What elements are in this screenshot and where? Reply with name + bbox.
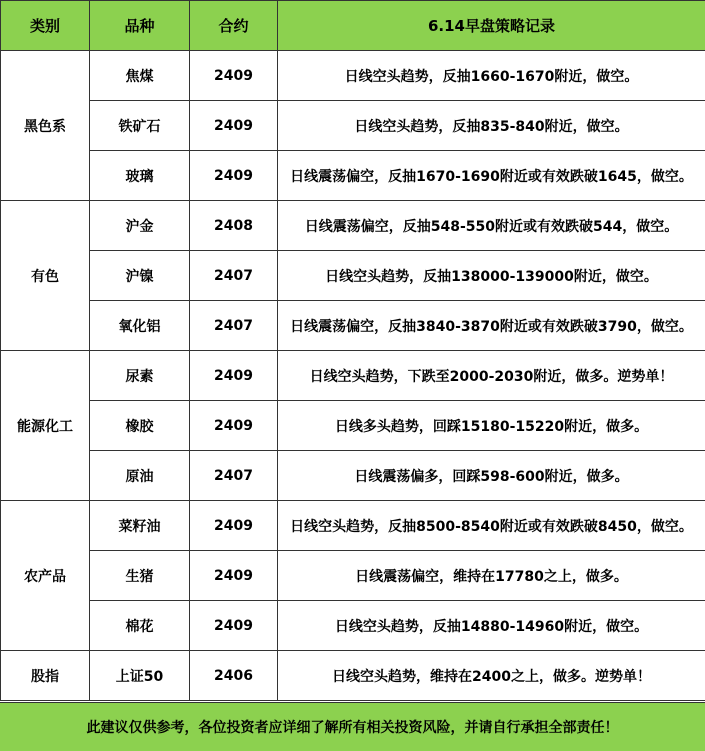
- table-row: [1, 301, 705, 351]
- table-row: [1, 551, 705, 601]
- contract-cell: 2409: [190, 551, 278, 601]
- contract-cell: 2409: [190, 401, 278, 451]
- strategy-cell: 日线震荡偏空，反抽3840-3870附近或有效跌破3790，做空。: [278, 301, 705, 351]
- header-contract: 合约: [190, 1, 278, 51]
- table-row: [1, 501, 705, 551]
- strategy-cell: 日线空头趋势，反抽14880-14960附近，做空。: [278, 601, 705, 651]
- header-row: [1, 1, 705, 51]
- table-row: [1, 451, 705, 501]
- contract-cell: 2409: [190, 501, 278, 551]
- variety-cell: 氧化铝: [90, 301, 190, 351]
- table-row: [1, 401, 705, 451]
- variety-cell: 焦煤: [90, 51, 190, 101]
- variety-cell: 橡胶: [90, 401, 190, 451]
- strategy-cell: 日线震荡偏多，回踩598-600附近，做多。: [278, 451, 705, 501]
- strategy-cell: 日线震荡偏空，维持在17780之上，做多。: [278, 551, 705, 601]
- contract-cell: 2407: [190, 301, 278, 351]
- contract-cell: 2409: [190, 151, 278, 201]
- header-category: 类别: [1, 1, 90, 51]
- table-row: [1, 201, 705, 251]
- variety-cell: 生猪: [90, 551, 190, 601]
- contract-cell: 2407: [190, 451, 278, 501]
- table-row: [1, 601, 705, 651]
- category-cell: 股指: [1, 651, 90, 701]
- table-row: [1, 351, 705, 401]
- disclaimer-footer: 此建议仅供参考，各位投资者应详细了解所有相关投资风险，并请自行承担全部责任！: [0, 702, 705, 751]
- category-cell: 能源化工: [1, 351, 90, 501]
- header-strategy: 6.14早盘策略记录: [278, 1, 705, 51]
- variety-cell: 菜籽油: [90, 501, 190, 551]
- table-body: [1, 51, 705, 701]
- contract-cell: 2409: [190, 51, 278, 101]
- table-row: [1, 651, 705, 701]
- table-row: [1, 251, 705, 301]
- strategy-cell: 日线震荡偏空，反抽548-550附近或有效跌破544，做空。: [278, 201, 705, 251]
- category-cell: 农产品: [1, 501, 90, 651]
- variety-cell: 玻璃: [90, 151, 190, 201]
- category-cell: 黑色系: [1, 51, 90, 201]
- variety-cell: 沪金: [90, 201, 190, 251]
- variety-cell: 原油: [90, 451, 190, 501]
- table-row: [1, 51, 705, 101]
- header-variety: 品种: [90, 1, 190, 51]
- strategy-cell: 日线空头趋势，维持在2400之上，做多。逆势单！: [278, 651, 705, 701]
- table-row: [1, 151, 705, 201]
- strategy-cell: 日线空头趋势，反抽138000-139000附近，做空。: [278, 251, 705, 301]
- strategy-cell: 日线多头趋势，回踩15180-15220附近，做多。: [278, 401, 705, 451]
- strategy-cell: 日线空头趋势，下跌至2000-2030附近，做多。逆势单！: [278, 351, 705, 401]
- variety-cell: 上证50: [90, 651, 190, 701]
- contract-cell: 2408: [190, 201, 278, 251]
- strategy-cell: 日线空头趋势，反抽835-840附近，做空。: [278, 101, 705, 151]
- category-cell: 有色: [1, 201, 90, 351]
- contract-cell: 2407: [190, 251, 278, 301]
- variety-cell: 沪镍: [90, 251, 190, 301]
- strategy-cell: 日线空头趋势，反抽8500-8540附近或有效跌破8450，做空。: [278, 501, 705, 551]
- strategy-cell: 日线空头趋势，反抽1660-1670附近，做空。: [278, 51, 705, 101]
- variety-cell: 尿素: [90, 351, 190, 401]
- contract-cell: 2409: [190, 101, 278, 151]
- contract-cell: 2409: [190, 351, 278, 401]
- variety-cell: 铁矿石: [90, 101, 190, 151]
- table-row: [1, 101, 705, 151]
- strategy-cell: 日线震荡偏空，反抽1670-1690附近或有效跌破1645，做空。: [278, 151, 705, 201]
- contract-cell: 2406: [190, 651, 278, 701]
- variety-cell: 棉花: [90, 601, 190, 651]
- contract-cell: 2409: [190, 601, 278, 651]
